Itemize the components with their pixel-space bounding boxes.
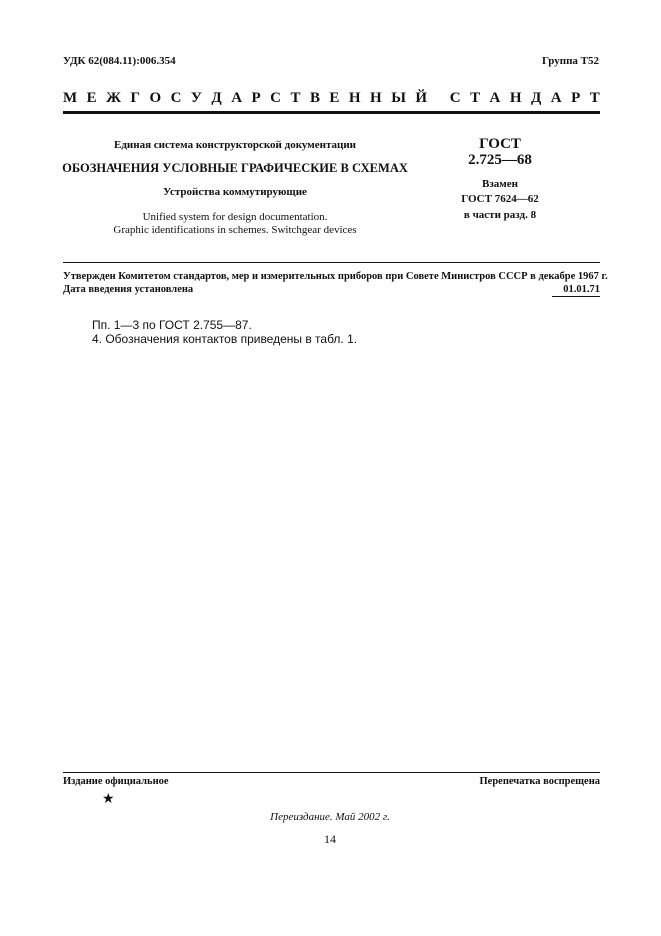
- english-title-line-2: Graphic identifications in schemes. Switchgear devices: [113, 224, 357, 236]
- esk-system-name: Единая система конструкторской документации: [114, 139, 356, 151]
- english-title-line-1: Unified system for design documentation.: [142, 211, 328, 223]
- interstate-heading-letter: С: [449, 90, 461, 106]
- interstate-heading-letter: Т: [290, 90, 301, 106]
- paragraph-4: 4. Обозначения контактов приведены в табл. 1.: [92, 332, 358, 346]
- interstate-heading-letter: Е: [329, 90, 340, 106]
- bottom-rule: [63, 772, 600, 773]
- replaced-gost: ГОСТ 7624—62: [461, 193, 539, 205]
- interstate-heading-letter: У: [190, 90, 202, 106]
- effective-date-underline: [552, 296, 600, 297]
- interstate-heading-letter: Д: [531, 90, 542, 106]
- paragraph-1-3: Пп. 1—3 по ГОСТ 2.755—87.: [92, 318, 252, 332]
- effective-date-label: Дата введения установлена: [63, 284, 194, 295]
- star-icon: ★: [102, 792, 115, 807]
- interstate-heading-letter: Р: [251, 90, 261, 106]
- interstate-heading-letter: С: [270, 90, 281, 106]
- interstate-heading-letter: Й: [415, 90, 428, 106]
- interstate-heading-letter: А: [550, 90, 562, 106]
- interstate-heading-letter: А: [489, 90, 501, 106]
- interstate-heading-letter: Н: [370, 90, 382, 106]
- interstate-heading-letter: Д: [211, 90, 222, 106]
- gost-number: 2.725—68: [468, 152, 532, 168]
- interstate-heading-letter: С: [170, 90, 182, 106]
- approval-statement: Утвержден Комитетом стандартов, мер и измерительных приборов при Совете Министров СССР в декабре 1967 г.: [63, 271, 608, 282]
- document-title: ОБОЗНАЧЕНИЯ УСЛОВНЫЕ ГРАФИЧЕСКИЕ В СХЕМАХ: [62, 161, 408, 175]
- reprint-prohibited-label: Перепечатка воспрещена: [479, 776, 600, 787]
- udk-code: УДК 62(084.11):006.354: [63, 55, 176, 67]
- interstate-standard-heading: [63, 90, 600, 107]
- interstate-heading-letter: Н: [509, 90, 522, 106]
- interstate-heading-letter: А: [231, 90, 243, 106]
- interstate-heading-letter: В: [309, 90, 320, 106]
- interstate-heading-letter: Е: [86, 90, 97, 106]
- gost-label: ГОСТ: [479, 136, 521, 152]
- middle-rule: [63, 262, 600, 263]
- effective-date-value: 01.01.71: [563, 284, 600, 295]
- interstate-heading-letter: О: [149, 90, 162, 106]
- document-subtitle: Устройства коммутирующие: [163, 186, 307, 198]
- reissue-note: Переиздание. Май 2002 г.: [270, 811, 390, 823]
- interstate-heading-letter: Н: [348, 90, 361, 106]
- interstate-heading-letter: [437, 90, 441, 107]
- interstate-heading-letter: Р: [571, 90, 581, 106]
- interstate-heading-letter: Ж: [106, 90, 121, 106]
- replaces-label: Взамен: [482, 178, 518, 190]
- interstate-heading-letter: Т: [589, 90, 600, 106]
- interstate-heading-letter: М: [63, 90, 78, 106]
- top-rule: [63, 111, 600, 114]
- interstate-heading-letter: Ы: [391, 90, 406, 106]
- interstate-heading-letter: Т: [470, 90, 481, 106]
- official-edition-label: Издание официальное: [63, 776, 169, 787]
- interstate-heading-letter: Г: [130, 90, 140, 106]
- replaced-part: в части разд. 8: [463, 209, 537, 221]
- page-number: 14: [324, 832, 336, 846]
- group-code: Группа Т52: [541, 55, 599, 67]
